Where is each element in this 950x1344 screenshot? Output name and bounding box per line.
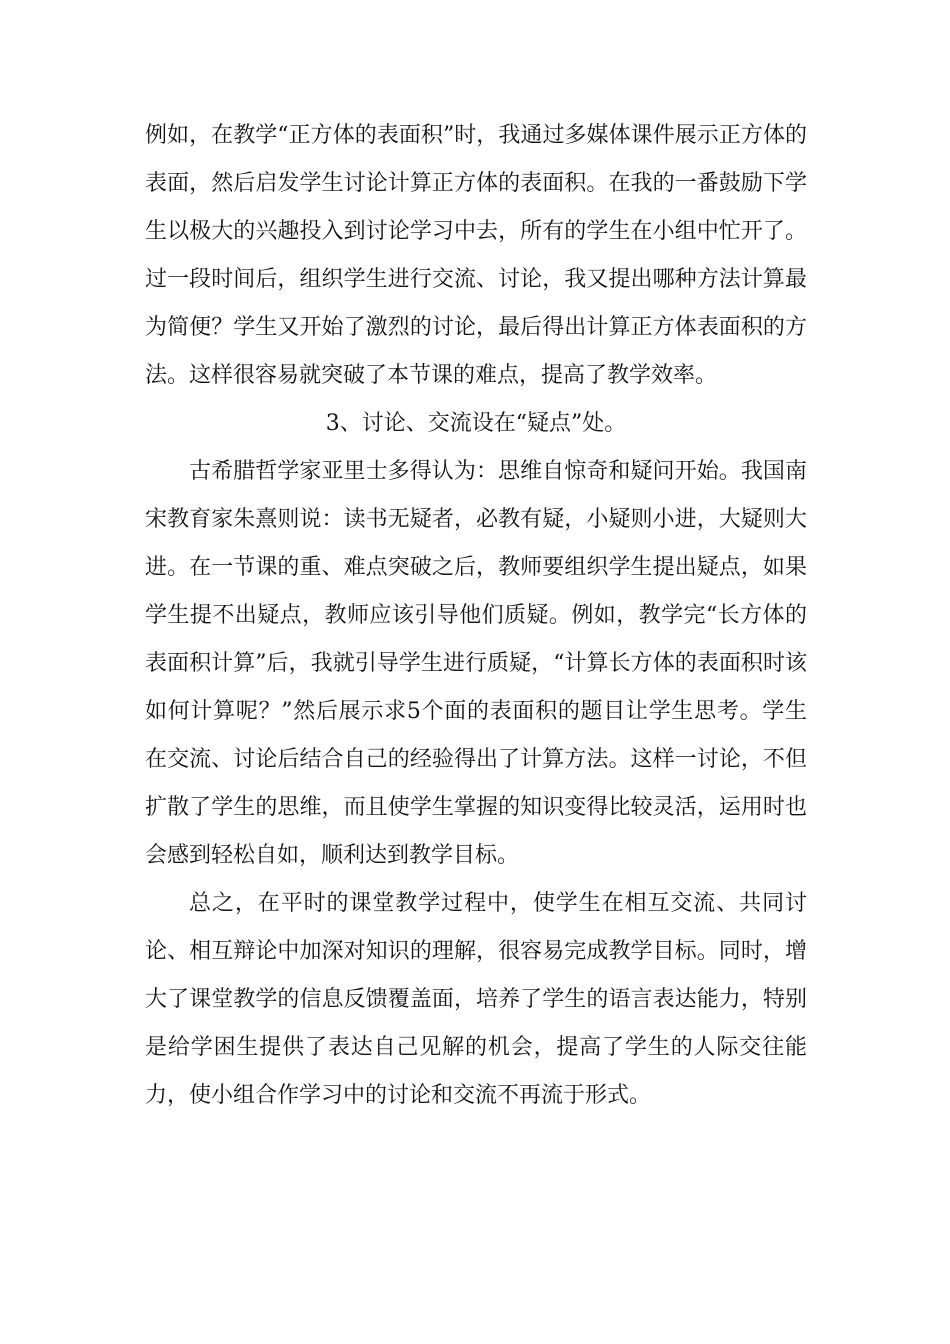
paragraph-example: 例如，在教学“正方体的表面积”时，我通过多媒体课件展示正方体的表面，然后启发学生讨论计算正方体的表面积。在我的一番鼓励下学生以极大的兴趣投入到讨论学习中去，所有的学生在小组中忙开了。过一段时间后，组织学生进行交流、讨论，我又提出哪种方法计算最为简便？学生又开始了激烈的讨论，最后得出计算正方体表面积的方法。这样很容易就突破了本节课的难点，提高了教学效率。 bbox=[145, 123, 807, 388]
section-heading: 3、讨论、交流设在“疑点”处。 bbox=[325, 411, 627, 436]
paragraph-conclusion: 总之，在平时的课堂教学过程中，使学生在相互交流、共同讨论、相互辩论中加深对知识的理解，很容易完成教学目标。同时，增大了课堂教学的信息反馈覆盖面，培养了学生的语言表达能力，特别是给学困生提供了表达自己见解的机会，提高了学生的人际交往能力，使小组合作学习中的讨论和交流不再流于形式。 bbox=[145, 891, 807, 1108]
paragraph-doubt: 古希腊哲学家亚里士多得认为：思维自惊奇和疑问开始。我国南宋教育家朱熹则说：读书无疑者，必教有疑，小疑则小进，大疑则大进。在一节课的重、难点突破之后，教师要组织学生提出疑点，如果学生提不出疑点，教师应该引导他们质疑。例如，教学完“长方体的表面积计算”后，我就引导学生进行质疑，“计算长方体的表面积时该如何计算呢？”然后展示求5个面的表面积的题目让学生思考。学生在交流、讨论后结合自己的经验得出了计算方法。这样一讨论，不但扩散了学生的思维，而且使学生掌握的知识变得比较灵活，运用时也会感到轻松自如，顺利达到教学目标。 bbox=[145, 459, 807, 868]
document-body bbox=[145, 112, 807, 1120]
